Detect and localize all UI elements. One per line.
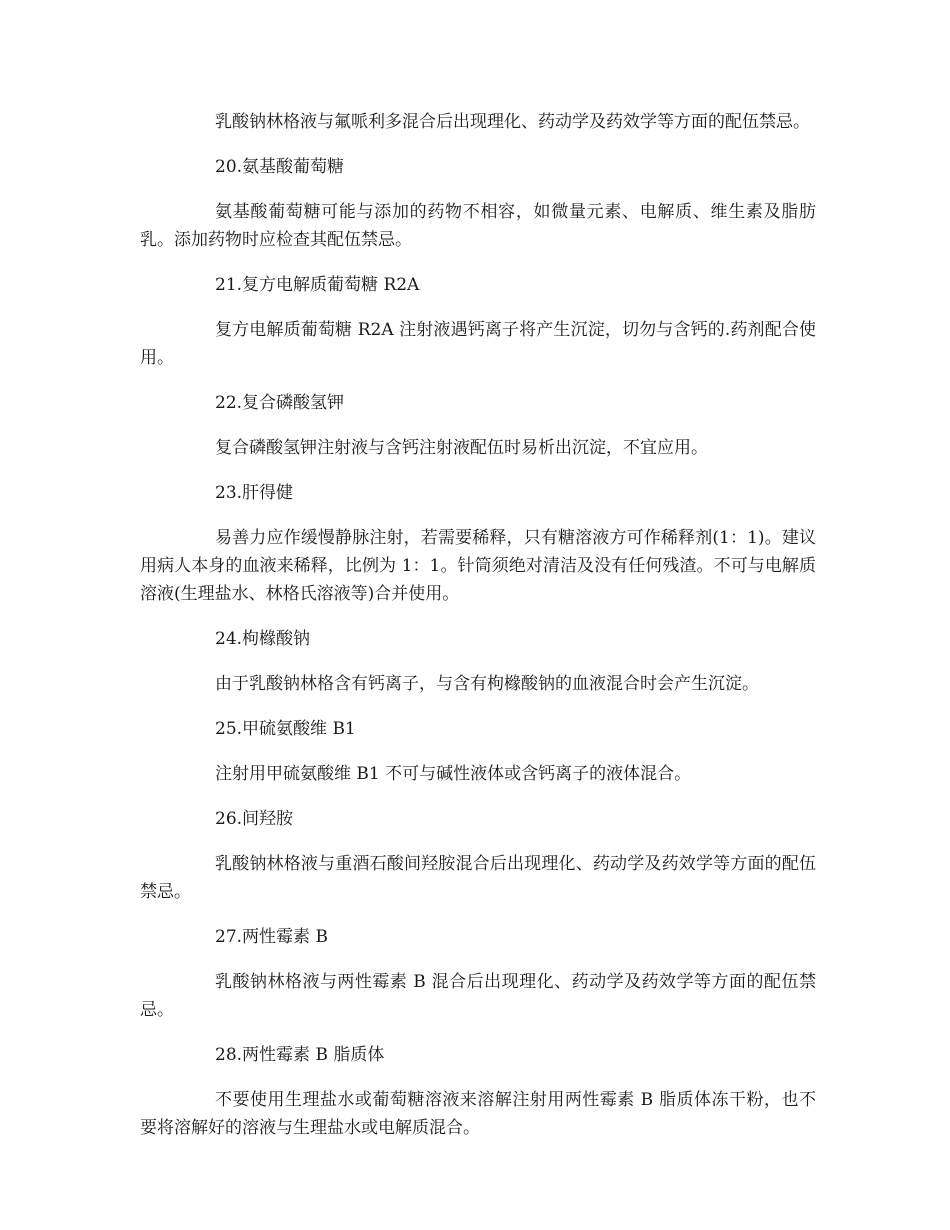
paragraph-droperidol: 乳酸钠林格液与氟哌利多混合后出现理化、药动学及药效学等方面的配伍禁忌。 (215, 112, 810, 132)
section-heading-25: 25.甲硫氨酸维 B1 (215, 719, 356, 739)
paragraph-essentiale: 易善力应作缓慢静脉注射，若需要稀释，只有糖溶液方可作稀释剂(1：1)。建议用病人本身的血液来稀释，比例为 1：1。针筒须绝对清洁及没有任何残渣。不可与电解质溶液(生理盐水、林格氏溶液等)合并使用。 (140, 528, 816, 604)
paragraph-sodium-citrate: 由于乳酸钠林格含有钙离子，与含有枸橼酸钠的血液混合时会产生沉淀。 (215, 674, 759, 694)
paragraph-amphotericin-b: 乳酸钠林格液与两性霉素 B 混合后出现理化、药动学及药效学等方面的配伍禁忌。 (140, 972, 816, 1020)
section-heading-21: 21.复方电解质葡萄糖 R2A (215, 275, 420, 295)
section-heading-22: 22.复合磷酸氢钾 (215, 393, 345, 413)
section-heading-27: 27.两性霉素 B (215, 927, 328, 947)
paragraph-potassium-phosphate: 复合磷酸氢钾注射液与含钙注射液配伍时易析出沉淀，不宜应用。 (215, 438, 708, 458)
section-heading-26: 26.间羟胺 (215, 809, 294, 829)
section-heading-24: 24.枸橼酸钠 (215, 629, 311, 649)
paragraph-amphotericin-b-liposome: 不要使用生理盐水或葡萄糖溶液来溶解注射用两性霉素 B 脂质体冻干粉，也不要将溶解好的溶液与生理盐水或电解质混合。 (140, 1090, 816, 1138)
paragraph-amino-acid-glucose: 氨基酸葡萄糖可能与添加的药物不相容，如微量元素、电解质、维生素及脂肪乳。添加药物时应检查其配伍禁忌。 (140, 202, 816, 250)
paragraph-electrolyte-glucose-r2a: 复方电解质葡萄糖 R2A 注射液遇钙离子将产生沉淀，切勿与含钙的.药剂配合使用。 (140, 320, 816, 368)
paragraph-methionine-vb1: 注射用甲硫氨酸维 B1 不可与碱性液体或含钙离子的液体混合。 (215, 764, 692, 784)
section-heading-28: 28.两性霉素 B 脂质体 (215, 1045, 385, 1065)
section-heading-23: 23.肝得健 (215, 483, 294, 503)
section-heading-20: 20.氨基酸葡萄糖 (215, 157, 345, 177)
paragraph-metaraminol: 乳酸钠林格液与重酒石酸间羟胺混合后出现理化、药动学及药效学等方面的配伍禁忌。 (140, 854, 816, 902)
document-body (140, 108, 816, 1158)
